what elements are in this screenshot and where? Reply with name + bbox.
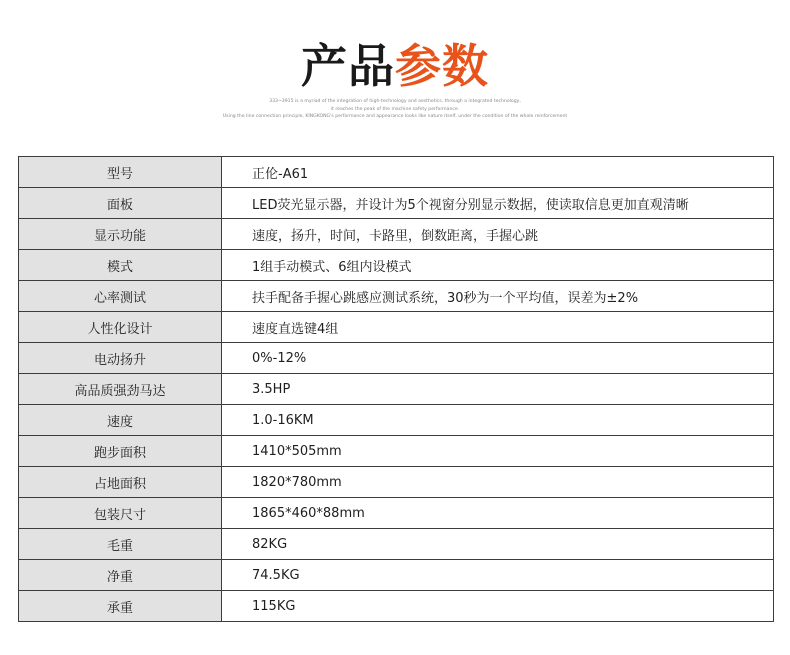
spec-row-mode bbox=[19, 250, 774, 281]
spec-table bbox=[18, 156, 774, 622]
spec-value: 1组手动模式、6组内设模式 bbox=[222, 250, 774, 281]
spec-label: 净重 bbox=[19, 560, 222, 591]
spec-value: 115KG bbox=[222, 591, 774, 622]
spec-row-load-capacity bbox=[19, 591, 774, 622]
spec-value: 3.5HP bbox=[222, 374, 774, 405]
spec-row-panel bbox=[19, 188, 774, 219]
spec-row-running-area bbox=[19, 436, 774, 467]
title-orange-part: 参数 bbox=[395, 39, 489, 93]
spec-label: 速度 bbox=[19, 405, 222, 436]
spec-label: 高品质强劲马达 bbox=[19, 374, 222, 405]
spec-row-heart-rate bbox=[19, 281, 774, 312]
spec-label: 承重 bbox=[19, 591, 222, 622]
spec-label: 占地面积 bbox=[19, 467, 222, 498]
spec-label: 模式 bbox=[19, 250, 222, 281]
spec-label: 跑步面积 bbox=[19, 436, 222, 467]
spec-label: 面板 bbox=[19, 188, 222, 219]
subtitle-line-1: 333~3915 is a myriad of the integration of high-technology and aesthetics, through a integrated technology, bbox=[269, 99, 521, 104]
spec-row-design bbox=[19, 312, 774, 343]
spec-value: 0%-12% bbox=[222, 343, 774, 374]
page-header bbox=[0, 0, 790, 130]
page-title bbox=[0, 36, 790, 96]
spec-row-gross-weight bbox=[19, 529, 774, 560]
spec-value: 1410*505mm bbox=[222, 436, 774, 467]
spec-row-speed bbox=[19, 405, 774, 436]
spec-value: 扶手配备手握心跳感应测试系统，30秒为一个平均值，误差为±2% bbox=[222, 281, 774, 312]
subtitle-line-2: it reaches the peak of the machine safety performance. bbox=[330, 107, 460, 112]
spec-value: 1865*460*88mm bbox=[222, 498, 774, 529]
spec-value: 1.0-16KM bbox=[222, 405, 774, 436]
spec-row-incline bbox=[19, 343, 774, 374]
spec-value: 82KG bbox=[222, 529, 774, 560]
spec-value: 速度直选键4组 bbox=[222, 312, 774, 343]
spec-row-model bbox=[19, 157, 774, 188]
spec-value: 速度，扬升，时间，卡路里，倒数距离，手握心跳 bbox=[222, 219, 774, 250]
spec-value: 1820*780mm bbox=[222, 467, 774, 498]
spec-row-footprint bbox=[19, 467, 774, 498]
spec-value: 正伦-A61 bbox=[222, 157, 774, 188]
title-dark-part: 产品 bbox=[301, 39, 395, 93]
spec-row-package-size bbox=[19, 498, 774, 529]
spec-label: 毛重 bbox=[19, 529, 222, 560]
subtitle-line-3: Using the line connection principle, KINGKONG's performance and appearance looks like nature itself, under the condition of the whole reinforcement bbox=[222, 114, 568, 119]
spec-value: 74.5KG bbox=[222, 560, 774, 591]
spec-label: 型号 bbox=[19, 157, 222, 188]
spec-row-motor bbox=[19, 374, 774, 405]
spec-label: 显示功能 bbox=[19, 219, 222, 250]
spec-label: 人性化设计 bbox=[19, 312, 222, 343]
spec-value: LED荧光显示器，并设计为5个视窗分别显示数据，使读取信息更加直观清晰 bbox=[222, 188, 774, 219]
spec-row-net-weight bbox=[19, 560, 774, 591]
spec-row-display bbox=[19, 219, 774, 250]
spec-label: 包装尺寸 bbox=[19, 498, 222, 529]
spec-label: 电动扬升 bbox=[19, 343, 222, 374]
spec-label: 心率测试 bbox=[19, 281, 222, 312]
